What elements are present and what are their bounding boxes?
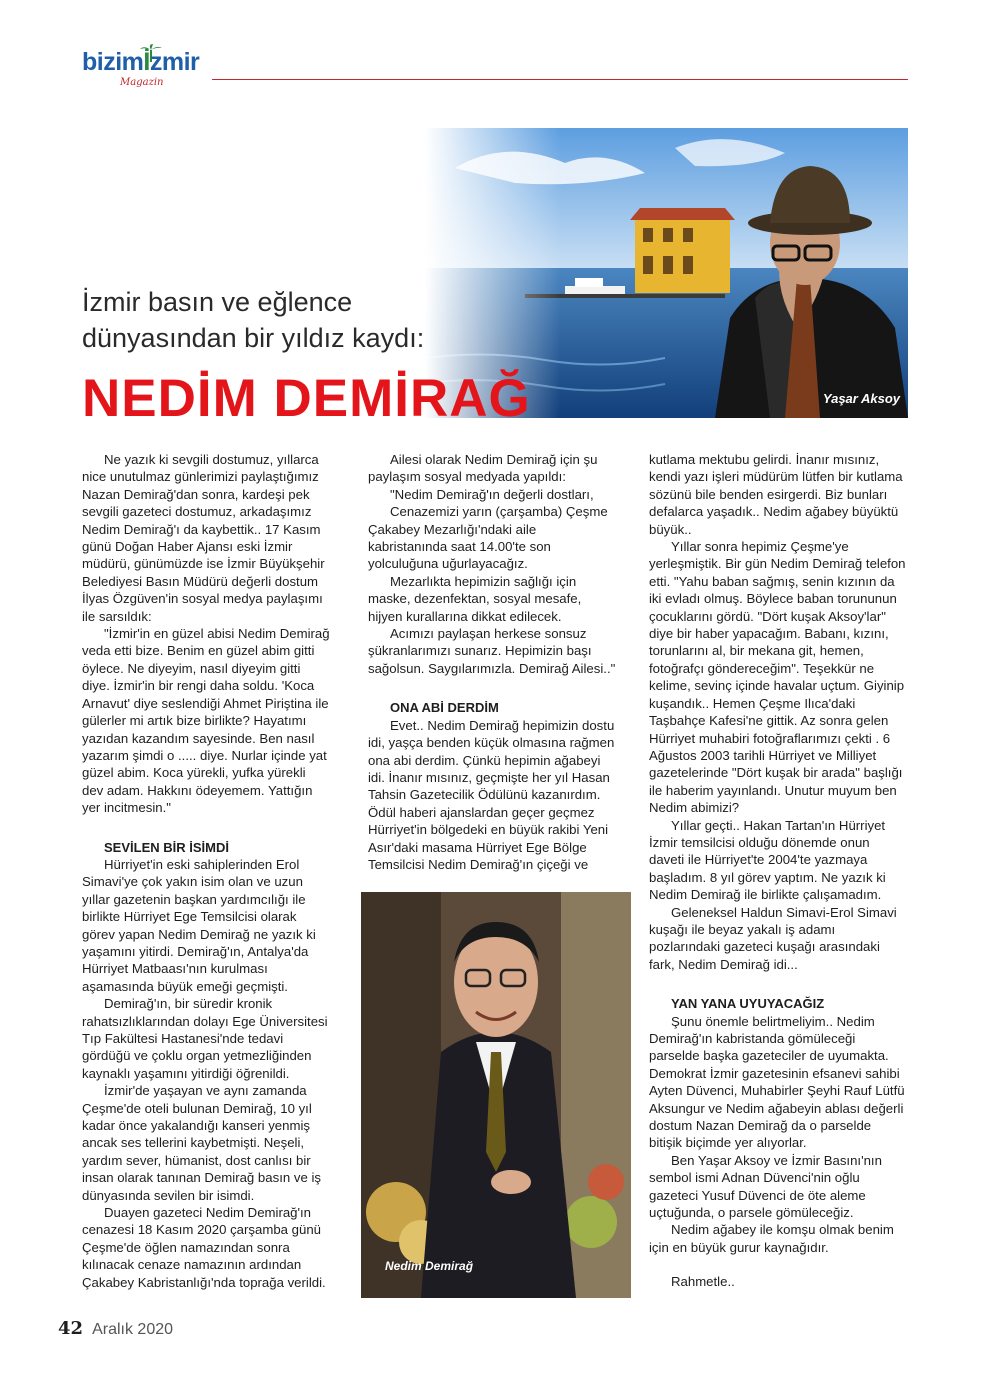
paragraph: Mezarlıkta hepimizin sağlığı için maske, dezenfektan, sosyal mesafe, hijyen kurallarına dikkat edilecek. xyxy=(368,573,582,624)
paragraph: İzmir'de yaşayan ve aynı zamanda Çeşme'de oteli bulunan Demirağ, 10 yıl kadar önce yakalandığı kanseri yenmiş ancak ses tellerini kaybetmişti. Neşeli, yardım sever, hümanist, dost canlısı bir insan olarak tanınan Demirağ basın ve iş dünyasında sevilen bir isimdi. xyxy=(82,1083,321,1203)
page-number: 42 xyxy=(58,1318,84,1339)
paragraph: Cenazemizi yarın (çarşamba) Çeşme Çakabey Mezarlığı'ndaki aile kabristanında saat 14.00'te son yolculuğuna uğurlayacağız. xyxy=(368,504,608,572)
header-rule xyxy=(212,79,908,80)
paragraph: Ne yazık ki sevgili dostumuz, yıllarca nice unutulmaz günlerimizi paylaştığımız Nazan Demirağ'dan sonra, kardeşi pek sevgili gazeteci dostumuz, arkadaşımız Nedim Demirağ'ı da kaybettik.. 17 Kasım günü Doğan Haber Ajansı eski İzmir müdürü, günümüzde ise İzmir Büyükşehir Belediyesi Basın Müdürü değerli dostum İlyas Özgüven'in sosyal medya paylaşımı ile sarsıldık: xyxy=(82,452,325,624)
paragraph: Nedim ağabey ile komşu olmak benim için en büyük gurur kaynağıdır. xyxy=(649,1222,894,1255)
photo-credit: Yaşar Aksoy xyxy=(822,391,900,406)
paragraph: Ailesi olarak Nedim Demirağ için şu paylaşım sosyal medyada yapıldı: xyxy=(368,452,598,485)
signoff: Rahmetle.. xyxy=(671,1274,735,1290)
kicker: İzmir basın ve eğlence dünyasından bir yıldız kaydı: xyxy=(82,287,425,353)
logo-subtitle: Magazin xyxy=(120,77,164,88)
article-column-3 xyxy=(649,451,907,1291)
paragraph: "Nedim Demirağ'ın değerli dostları, xyxy=(390,486,594,502)
paragraph: Duayen gazeteci Nedim Demirağ'ın cenazesi 18 Kasım 2020 çarşamba günü Çeşme'de öğlen namazından sonra kılınacak cenaze namazının ardından Çakabey Kabristanlığı'nda toprağa verildi. xyxy=(82,1205,326,1290)
paragraph: Hürriyet'in eski sahiplerinden Erol Simavi'ye çok yakın isim olan ve uzun yıllar gazetenin başkan yardımcılığı ile birlikte Hürriyet Ege Temsilcisi olarak görev yapan Nedim Demirağ ne yazık ki yaşamını yitirdi. Demirağ'ın, Antalya'da Hürriyet Matbaası'nın kurulması aşamasında büyük emeği geçmişti. xyxy=(82,856,316,994)
portrait-image xyxy=(361,892,631,1298)
subheading: ONA ABİ DERDİM xyxy=(390,700,499,716)
masthead xyxy=(82,44,908,94)
article-column-2 xyxy=(368,451,616,873)
paragraph: Ben Yaşar Aksoy ve İzmir Basını'nın sembol ismi Adnan Düvenci'nin oğlu gazeteci Yusuf Düvenci de öte aleme uçtuğunda, o parsele gömüleceğiz. xyxy=(649,1152,882,1221)
logo: bizimİzmir xyxy=(82,48,200,76)
paragraph: Yıllar sonra hepimiz Çeşme'ye yerleşmiştik. Bir gün Nedim Demirağ telefon etti. "Yahu baban sağmış, senin kızının da iki evladı olmuş. Böylece baban torununun çocuklarını gördü. "Dört kuşak Aksoy'lar" diye bir haber yapacağım. Babanı, kızını, torunlarını al, bir mekana git, hemen, fotoğrafçı göndereceğim". Teşekkür ne kelime, sevinç içinde havalar uçtum. Giyinip kuşandık.. Hemen Çeşme Ilıca'daki Taşbahçe Kafesi'ne gittik. Az sonra gelen Hürriyet muhabiri fotoğraflarımızı çekti . 6 Ağustos 2003 tarihli Hürriyet ve Milliyet gazetelerinde "Dört kuşak bir arada" başlığı ile haberim yayınlandı. Unutur muyum ben Nedim abimizi? xyxy=(649,539,906,816)
paragraph: Evet.. Nedim Demirağ hepimizin dostu idi, yaşça benden küçük olmasına rağmen ona abi derdim. Çünkü hepimin ağabeyi idi. İnanır mısınız, geçmişte her yıl Hasan Tahsin Gazetecilik Ödülünü kazanırdım. Ödül haberi ajanslardan geçer geçmez Hürriyet'in bölgedeki en büyük rakibi Yeni Asır'daki masama Hürriyet Ege Bölge Temsilcisi Nedim Demirağ'ın çiçeği ve xyxy=(368,717,615,872)
paragraph: Demirağ'ın, bir süredir kronik rahatsızlıklarından dolayı Ege Üniversitesi Tıp Fakültesi Hastanesi'nde tedavi gördüğü ve çoklu organ yetmezliğinden kaynaklı yaşamını yitirdiği öğrenildi. xyxy=(82,996,328,1081)
article-column-1 xyxy=(82,451,330,1291)
subheading: YAN YANA UYUYACAĞIZ xyxy=(671,996,825,1012)
issue-date: Aralık 2020 xyxy=(92,1321,174,1338)
portrait-caption: Nedim Demirağ xyxy=(385,1259,474,1273)
paragraph: Geleneksel Haldun Simavi-Erol Simavi kuşağı ile beyaz yakalı iş adamı pozlarındaki gazeteci kuşağı arasındaki fark, Nedim Demirağ idi... xyxy=(649,904,897,972)
quote-paragraph: "İzmir'in en güzel abisi Nedim Demirağ veda etti bize. Benim en güzel abim gitti öylece. Ne diyeyim, nasıl diyeyim gitti diye. İzmir'in bir rengi daha soldu. 'Koca Arnavut' diye seslendiği Ahmet Piriştina ile gülerler mi artık bize birlikte? Hayatımı yazıdan kazandım sayesinde. Ben nasıl yazarım şimdi o ..... diye. Nurlar içinde yat güzel abim. Koca yürekli, yufka yürekli dev adam. Hakkını ödeyemem. Yattığın yer incitmesin." xyxy=(82,626,330,816)
paragraph: Şunu önemle belirtmeliyim.. Nedim Demirağ'ın kabristanda gömüleceği parselde başka gazeteciler de uyumakta. Demokrat İzmir gazetesinin efsanevi sahibi Ayten Düvenci, Muhabirler Şeyhi Rauf Lütfü Aksungur ve Nedim ağabeyin ablası değerli dostum Nazan Demirağ da o parselde bitişik biçimde yer alıyorlar. xyxy=(649,1013,905,1151)
headline: NEDİM DEMİRAĞ xyxy=(82,369,531,428)
paragraph: Acımızı paylaşan herkese sonsuz şükranlarımızı sunarız. Hepimizin başı sağolsun. Saygılarımızla. Demirağ Ailesi.." xyxy=(368,626,616,676)
paragraph: Yıllar geçti.. Hakan Tartan'ın Hürriyet İzmir temsilcisi olduğu dönemde onun daveti ile Hürriyet'te 2004'te yazmaya başladım. 8 yıl görev yaptım. Ne yazık ki Nedim Demirağ ile birlikte çalışamadım. xyxy=(649,817,886,903)
hero xyxy=(82,128,908,428)
paragraph: kutlama mektubu gelirdi. İnanır mısınız, kendi yazı işleri müdürüm lütfen bir kutlama sözünü bile benden esirgerdi. Biz bunları defalarca yaşadık.. Nedim ağabey büyüktü büyük.. xyxy=(649,452,903,537)
page-footer xyxy=(58,1318,173,1339)
subheading: SEVİLEN BİR İSİMDİ xyxy=(104,839,229,855)
portrait-photo xyxy=(361,892,631,1298)
